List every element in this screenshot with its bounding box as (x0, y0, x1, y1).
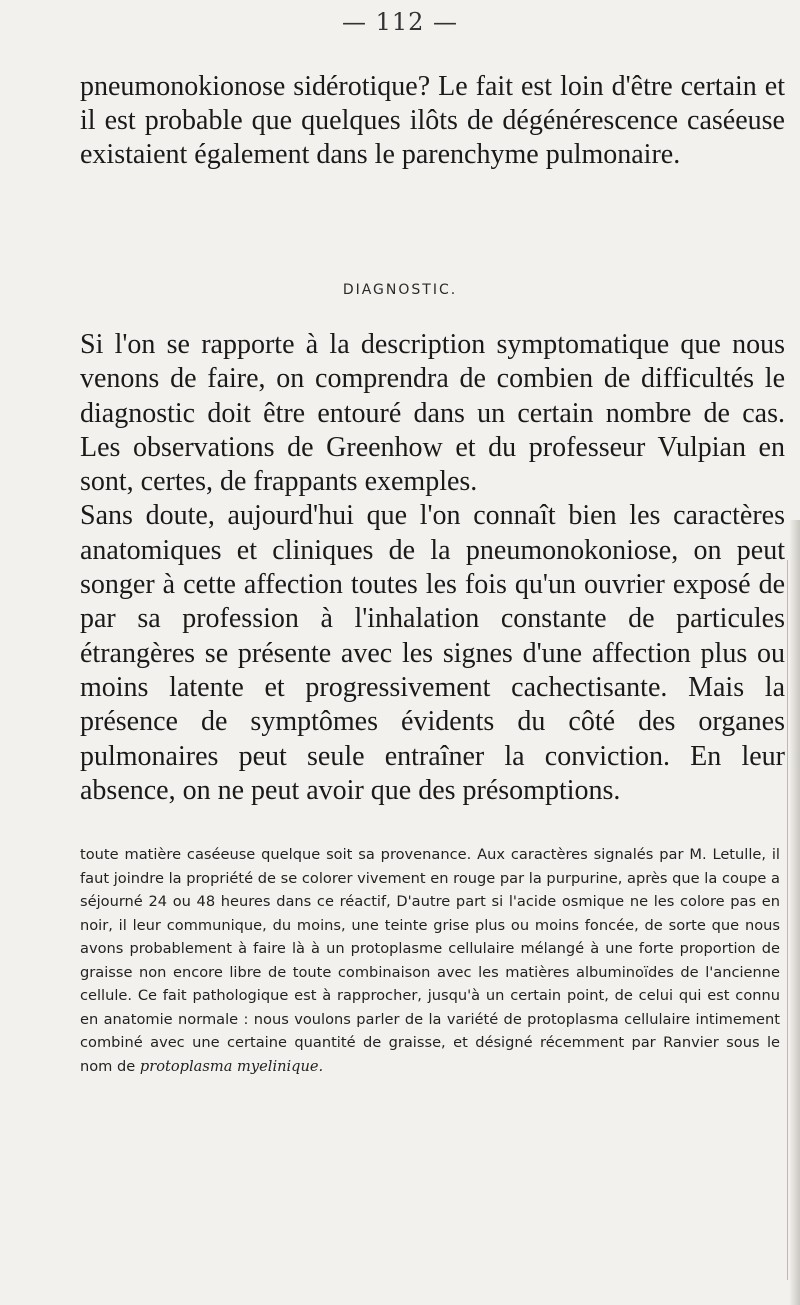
footnote (80, 843, 780, 1078)
page-edge-line (787, 560, 788, 1280)
footnote-italic-term: protoplasma myelinique. (139, 1057, 324, 1075)
section-heading: DIAGNOSTIC. (342, 282, 458, 298)
page-number: — 112 — (341, 8, 459, 36)
page-edge-shadow (790, 520, 800, 1305)
paragraph-2: Sans doute, aujourd'hui que l'on connaît bien les caractères anatomiques et cliniques de la pneumonokoniose, on peut songer à cette affection toutes les fois qu'un ouvrier exposé de par sa profession à l'inhalation constante de particules étrangères se présente avec les signes d'une affection plus ou moins latente et progressivement cachectisante. Mais la présence de symptômes évidents du côté des organes pulmonaires peut seule entraîner la conviction. En leur absence, on ne peut avoir que des présomptions. (80, 500, 785, 806)
paragraph-1: Si l'on se rapporte à la description symptomatique que nous venons de faire, on comprendra de combien de difficultés le diagnostic doit être entouré dans un certain nombre de cas. Les observations de Greenhow et du professeur Vulpian en sont, certes, de frappants exemples. (80, 329, 785, 498)
footnote-text: toute matière caséeuse quelque soit sa provenance. Aux caractères signalés par M. Letulle, il faut joindre la propriété de se colorer vivement en rouge par la purpurine, après que la coupe a séjourné 24 ou 48 heures dans ce réactif, D'autre part si l'acide osmique ne les colore pas en noir, il leur communique, du moins, une teinte grise plus ou moins foncée, de sorte que nous avons probablement à faire là à un protoplasme cellulaire mélangé à une forte proportion de graisse non encore libre de toute combinaison avec les matières albuminoïdes de l'ancienne cellule. Ce fait pathologique est à rapprocher, jusqu'à un certain point, de celui qui est connu en anatomie normale : nous voulons parler de la variété de protoplasma cellulaire intimement combiné avec une certaine quantité de graisse, et désigné récemment par Ranvier sous le nom de (80, 846, 780, 1075)
intro-paragraph: pneumonokionose sidérotique? Le fait est loin d'être certain et il est probable que quelques ilôts de dégénérescence caséeuse existaient également dans le parenchyme pulmonaire. (80, 71, 785, 170)
diagnostic-text (80, 328, 785, 808)
